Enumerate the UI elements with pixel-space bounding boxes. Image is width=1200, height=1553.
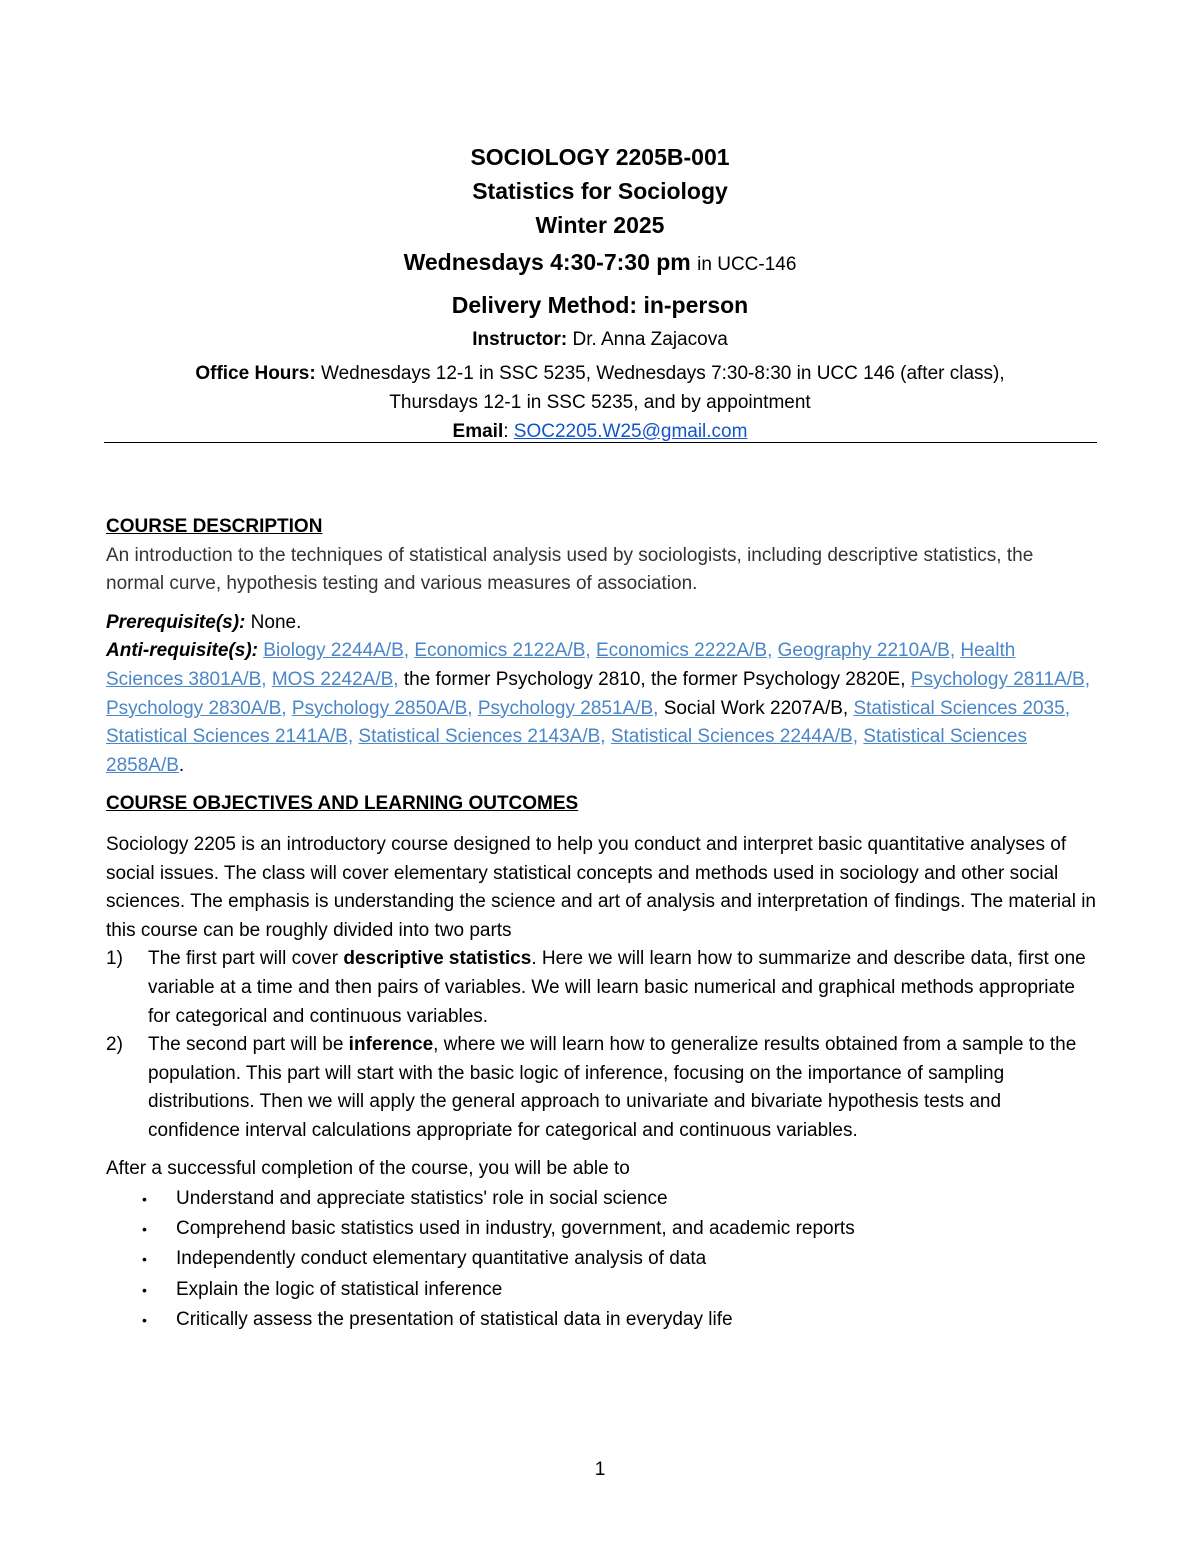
antirequisite-link[interactable]: Psychology 2851A/B, — [477, 697, 659, 719]
objectives-heading: COURSE OBJECTIVES AND LEARNING OUTCOMES — [106, 793, 579, 815]
syllabus-body — [106, 513, 1096, 1335]
bullet-icon: • — [142, 1221, 147, 1238]
list-item — [106, 945, 1096, 1031]
outcome-text: Comprehend basic statistics used in industry, government, and academic reports — [176, 1218, 855, 1240]
antirequisite-link[interactable]: Statistical Sciences 2141A/B, — [106, 726, 354, 748]
list-item — [106, 1305, 1096, 1335]
office-hours-label: Office Hours: — [195, 363, 316, 384]
part-text: The second part will be — [148, 1034, 349, 1056]
outcomes-intro: After a successful completion of the course, you will be able to — [106, 1158, 630, 1180]
email-link[interactable]: SOC2205.W25@gmail.com — [513, 421, 748, 442]
list-item — [106, 1275, 1096, 1305]
instructor-line — [0, 325, 1200, 354]
instructor-name: Dr. Anna Zajacova — [572, 329, 728, 350]
antirequisite-text: Social Work 2207A/B, — [663, 697, 849, 719]
office-hours-line — [0, 359, 1200, 388]
term: Winter 2025 — [535, 212, 665, 238]
prerequisite-label: Prerequisite(s): — [106, 611, 246, 633]
antirequisite-link[interactable]: Statistical Sciences 2143A/B, — [358, 726, 606, 748]
antirequisite-link[interactable]: Economics 2222A/B, — [595, 640, 773, 662]
antirequisite-link[interactable]: Biology 2244A/B, — [263, 640, 410, 662]
outcome-text: Explain the logic of statistical inference — [176, 1278, 503, 1300]
outcome-text: Understand and appreciate statistics' role in social science — [176, 1188, 668, 1210]
prerequisite-line — [106, 609, 1096, 638]
antirequisite-link[interactable]: Statistical Sciences 2244A/B, — [610, 726, 858, 748]
bullet-icon: • — [142, 1191, 147, 1208]
header-divider — [104, 442, 1097, 443]
antirequisite-link[interactable]: Psychology 2830A/B, — [106, 697, 287, 719]
part-keyword: descriptive statistics — [343, 948, 532, 970]
part-text: , where we will learn how to generalize results obtained from a sample to the population. This part will start with the basic logic of inference, focusing on the importance of sampling distributions. Then we will apply the general approach to univariate and bivariate hypothesis tests and confidence interval calculations appropriate for categorical and continuous variables. — [148, 1034, 1077, 1141]
antirequisite-link[interactable]: Psychology 2850A/B, — [291, 697, 473, 719]
room: in UCC-146 — [697, 254, 797, 275]
email-separator: : — [503, 421, 514, 442]
prerequisite-value: None. — [250, 611, 302, 633]
office-hours-line-2: Thursdays 12-1 in SSC 5235, and by appointment — [389, 392, 811, 413]
schedule-line — [0, 243, 1200, 284]
list-item — [106, 1244, 1096, 1274]
antirequisite-link[interactable]: Economics 2122A/B, — [414, 640, 591, 662]
course-title: Statistics for Sociology — [472, 178, 728, 204]
learning-outcomes-list — [106, 1184, 1096, 1335]
objectives-intro: Sociology 2205 is an introductory course designed to help you conduct and interpret basic quantitative analyses of social issues. The class will cover elementary statistical concepts and methods used in sociology and other social sciences. The emphasis is understanding the science and art of analysis and interpretation of findings. The material in this course can be roughly divided into two parts — [106, 833, 1096, 941]
delivery-method: Delivery Method: in-person — [451, 292, 749, 318]
list-item — [106, 1184, 1096, 1214]
antirequisite-label: Anti-requisite(s): — [106, 640, 258, 662]
part-keyword: inference — [348, 1034, 434, 1056]
bullet-icon: • — [142, 1251, 147, 1268]
antirequisite-link[interactable]: Statistical Sciences 2035, — [853, 697, 1070, 719]
bullet-icon: • — [142, 1281, 147, 1298]
email-label: Email — [452, 421, 504, 442]
part-text: . Here we will learn how to summarize and describe data, first one variable at a time and then pairs of variables. We will learn basic numerical and graphical methods appropriate for categorical and continuous variables. — [148, 948, 1086, 1027]
schedule: Wednesdays 4:30-7:30 pm — [403, 249, 691, 275]
course-parts-list — [106, 945, 1096, 1145]
list-number: 1) — [106, 948, 123, 970]
course-code: SOCIOLOGY 2205B-001 — [470, 144, 730, 170]
page-number: 1 — [594, 1459, 606, 1480]
antirequisite-link[interactable]: MOS 2242A/B, — [271, 668, 399, 690]
instructor-label: Instructor: — [472, 329, 568, 350]
antirequisite-block — [106, 637, 1096, 780]
outcome-text: Critically assess the presentation of statistical data in everyday life — [176, 1308, 733, 1330]
bullet-icon: • — [142, 1311, 147, 1328]
antirequisite-link[interactable]: Geography 2210A/B, — [777, 640, 956, 662]
office-hours-text: Wednesdays 12-1 in SSC 5235, Wednesdays 7:30-8:30 in UCC 146 (after class), — [320, 363, 1005, 384]
course-description-heading: COURSE DESCRIPTION — [106, 516, 323, 537]
antirequisite-link[interactable]: Psychology 2811A/B, — [910, 668, 1090, 690]
part-text: The first part will cover — [148, 948, 344, 970]
list-item — [106, 1214, 1096, 1244]
list-number: 2) — [106, 1034, 123, 1056]
course-description-text: An introduction to the techniques of statistical analysis used by sociologists, including descriptive statistics, the normal curve, hypothesis testing and various measures of association. — [106, 544, 1034, 595]
antirequisite-link[interactable]: Statistical Sciences 2858A/B — [106, 726, 1027, 776]
antirequisite-link[interactable]: Health Sciences 3801A/B, — [106, 640, 1016, 690]
outcome-text: Independently conduct elementary quantitative analysis of data — [176, 1248, 707, 1270]
syllabus-header — [0, 140, 1200, 446]
antirequisite-end: . — [178, 754, 185, 776]
list-item — [106, 1031, 1096, 1145]
antirequisite-text: the former Psychology 2810, the former Psychology 2820E, — [403, 668, 906, 690]
